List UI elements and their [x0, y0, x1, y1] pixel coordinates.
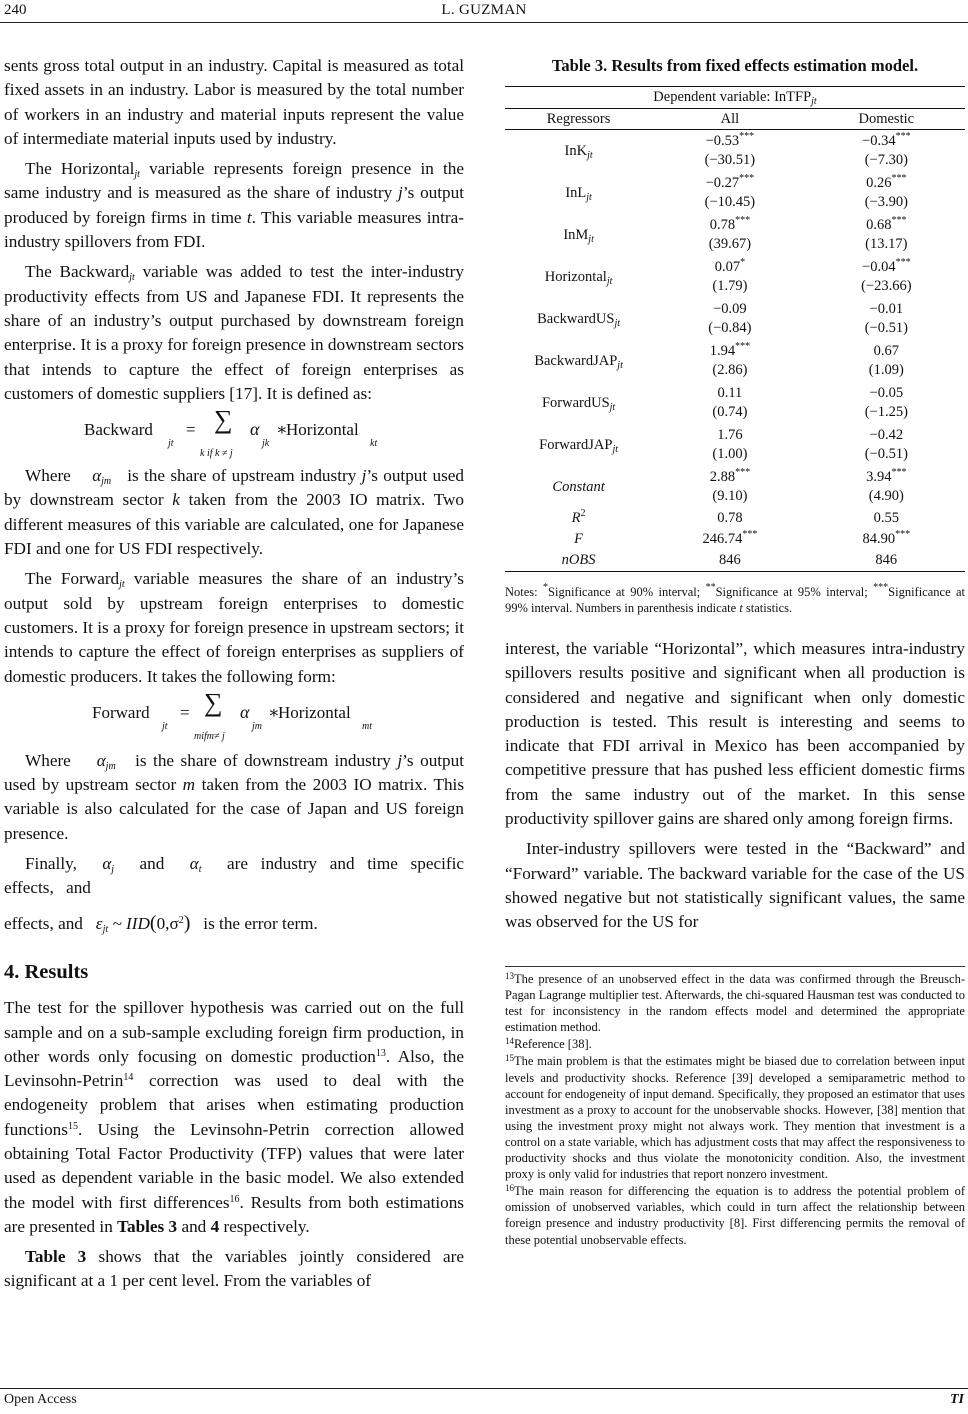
paragraph-backward: The Backward$_{jt}$ variable was added to test the inter-industry productivity effects from US and Japanese FDI. It represents the share of an industry’s output purchased by downstream foreign enterprise. It is a proxy for foreign presence in downstream sectors that intends to capture the effect of foreign enterprises as customers of domestic suppliers [17]. It is defined as: [4, 262, 464, 403]
paragraph-table3: Table 3 shows that the variables jointly considered are significant at a 1 per cent level. From the variables of [4, 1247, 464, 1291]
table-row [505, 466, 965, 508]
footnote: $^{16}$The main reason for differencing the equation is to address the potential problem of omission of unobserved variables, which could in turn affect the relationship between foreign presence and industry productivity [8]. First differencing permits the removal of these potential unobservable effects. [505, 1183, 965, 1247]
cell-all: 0.11 (0.74) [712, 385, 748, 420]
stat-all: 0.78 [717, 510, 743, 526]
cell-domestic: 0.67 (1.09) [868, 343, 904, 378]
section-title-results: 4. Results [4, 960, 89, 983]
table-row [505, 424, 965, 466]
paragraph-results: The test for the spillover hypothesis was carried out on the full sample and on a sub-sample excluding foreign firm production, in other words only focusing on domestic production$^{13}$. Also, the Levinsohn-Petrin$^{14}$ correction was used to deal with the endogeneity problem that arises when estimating production functions$^{15}$. Using the Levinsohn-Petrin correction allowed obtaining Total Factor Productivity (TFP) values that were later used as dependent variable in the basic model. We also extended the model with first differences$^{16}$. Results from both estimations are presented in Tables 3 and 4 respectively. [4, 998, 464, 1236]
regressor-label: InL$_{jt}$ [565, 184, 592, 203]
table-row [505, 172, 965, 214]
cell-domestic: 0.26*** (−3.90) [864, 173, 908, 210]
equation-forward: Forward jt = ∑ mifm≠ j α jm ∗ Horizontal mt [92, 687, 372, 742]
table-stat-row [505, 529, 965, 550]
header-rule [0, 22, 968, 23]
cell-all: 2.88*** (9.10) [709, 467, 751, 504]
cell-all: 1.76 (1.00) [712, 427, 748, 462]
footnotes [505, 971, 965, 1249]
regressor-label: InM$_{jt}$ [563, 226, 594, 245]
cell-domestic: −0.42 (−0.51) [864, 427, 908, 462]
cell-domestic: 3.94*** (4.90) [866, 467, 907, 504]
results-table [505, 86, 965, 572]
running-header-author: L. GUZMAN [441, 2, 527, 18]
left-column [4, 54, 464, 1294]
cell-all: 0.07* (1.79) [712, 257, 748, 294]
cell-all: −0.27*** (−10.45) [704, 173, 756, 210]
stat-domestic: 846 [808, 550, 965, 572]
stat-label: $R^2$ [571, 508, 586, 526]
table-row [505, 382, 965, 424]
paragraph-inter-industry: Inter-industry spillovers were tested in the “Backward” and “Forward” variable. The backward variable for the case of the US showed negative but not statistically significant values, the same was observed for the US for [505, 839, 965, 932]
footnote: $^{15}$The main problem is that the estimates might be biased due to correlation between input levels and productivity shocks. Reference [39] developed a semiparametric method to account for endogeneity of input demand. Specifically, they proposed an estimator that uses investment as a proxy to account for the unobservable shocks. However, [38] mention that using the investment proxy might not always work. They mention that investment is a control on a state variable, which has adjustment costs that may affect the responsiveness to productivity shocks and thus violate the monotonicity condition. Also, the investment proxy is only valid for industries that report nonzero investment. [505, 1053, 965, 1182]
paragraph-where-jm: Where $\alpha_{jm}$ is the share of upstream industry j’s output used by downstream sector k taken from the 2003 IO matrix. Two different measures of this variable are calculated, one for Japanese FDI and one for US FDI respectively. [4, 466, 465, 559]
cell-all: −0.53*** (−30.51) [704, 131, 756, 168]
stat-all: 246.74*** [702, 529, 758, 547]
cell-domestic: −0.05 (−1.25) [864, 385, 908, 420]
regressor-label: Constant [552, 478, 605, 495]
footer-rule [0, 1388, 968, 1389]
table-caption: Table 3. Results from fixed effects estimation model. [551, 56, 919, 75]
equation-backward: Backward jt = ∑ k if k ≠ j α jk ∗ Horizontal kt [84, 405, 378, 460]
footnote: $^{14}$Reference [38]. [505, 1036, 592, 1052]
paragraph-inputs: sents gross total output in an industry. Capital is measured as total fixed assets in an industry. Labor is measured by the total number of workers in an industry and material inputs represent the value of intermediate material inputs used by industry. [4, 56, 464, 148]
dependent-variable-label: Dependent variable: InTFP$_{jt}$ [505, 87, 965, 109]
paragraph-forward: The Forward$_{jt}$ variable measures the share of an industry’s output sold by upstream foreign enterprises to domestic customers. It is a proxy for foreign presence in upstream sectors; it intends to capture the effect of foreign enterprises as suppliers of domestic producers. It takes the following form: [4, 569, 464, 686]
table-row [505, 130, 965, 173]
right-column-text [505, 637, 965, 935]
footnote: $^{13}$The presence of an unobserved effect in the data was confirmed through the Breusch-Pagan Lagrange multiplier test. Afterwards, the chi-squared Hausman test was conducted to test for inconsistency in the random effects model and determined the appropriate estimation method. [505, 971, 965, 1035]
footer-journal: TI [950, 1392, 964, 1407]
stat-domestic: 0.55 [873, 510, 899, 526]
table-row [505, 214, 965, 256]
paragraph-horizontal: The Horizontal$_{jt}$ variable represents foreign presence in the same industry and is measured as the share of industry j’s output produced by foreign firms in time t. This variable measures intra-industry spillovers from FDI. [4, 159, 465, 252]
column-header-regressors: Regressors [505, 109, 652, 130]
page-number: 240 [4, 2, 27, 18]
column-header-all: All [652, 109, 807, 130]
regressor-label: InK$_{jt}$ [564, 142, 593, 161]
table-row [505, 298, 965, 340]
cell-all: 0.78*** (39.67) [708, 215, 752, 252]
paragraph-where-jm-2: Where $\alpha_{jm}$ is the share of downstream industry j’s output used by upstream sector m taken from the 2003 IO matrix. This variable is also calculated for the case of Japan and US foreign presence. [4, 750, 465, 843]
stat-label: F [574, 531, 584, 547]
paragraph-error-term: effects, and $\varepsilon_{jt}$ ~ $IID(0,\sigma^2)$ is the error term. [4, 911, 318, 935]
table-row [505, 256, 965, 298]
stat-all: 846 [652, 550, 807, 572]
paragraph-finally: Finally, $\alpha_j$ and $\alpha_t$ are industry and time specific effects, and [4, 854, 464, 898]
cell-domestic: −0.01 (−0.51) [864, 301, 908, 336]
regressor-label: BackwardJAP$_{jt}$ [534, 352, 623, 371]
cell-all: −0.09 (−0.84) [708, 301, 752, 336]
stat-label: nOBS [505, 550, 652, 572]
cell-domestic: −0.04*** (−23.66) [861, 257, 912, 294]
paragraph-interest: interest, the variable “Horizontal”, which measures intra-industry spillovers results positive and significant when all production is considered and negative and significant when only domestic production is tested. This result is interesting and seems to indicate that FDI arrival in Mexico has been accompanied by competitive pressure that has pushed less efficient domestic firms from the same industry out of the market. In this sense productivity spillover gains are shared only among foreign firms. [505, 639, 965, 829]
regressor-label: ForwardUS$_{jt}$ [541, 394, 616, 413]
stat-domestic: 84.90*** [862, 529, 911, 547]
subscript-jt: jt [134, 169, 140, 181]
regressor-label: BackwardUS$_{jt}$ [537, 310, 621, 329]
table-notes: Notes: *Significance at 90% interval; **Significance at 95% interval; ***Significance at 99% interval. Numbers in parenthesis indicate t statistics. [505, 582, 966, 615]
table-stat-row [505, 550, 965, 572]
regressor-label: ForwardJAP$_{jt}$ [539, 436, 619, 455]
table-row [505, 340, 965, 382]
table-stat-row [505, 508, 965, 529]
column-header-domestic: Domestic [808, 109, 965, 130]
cell-domestic: 0.68*** (13.17) [865, 215, 908, 252]
cell-domestic: −0.34*** (−7.30) [862, 131, 911, 168]
footnote-rule [505, 966, 965, 967]
cell-all: 1.94*** (2.86) [709, 341, 751, 378]
regressor-label: Horizontal$_{jt}$ [544, 268, 613, 287]
footer-open-access: Open Access [4, 1392, 77, 1407]
